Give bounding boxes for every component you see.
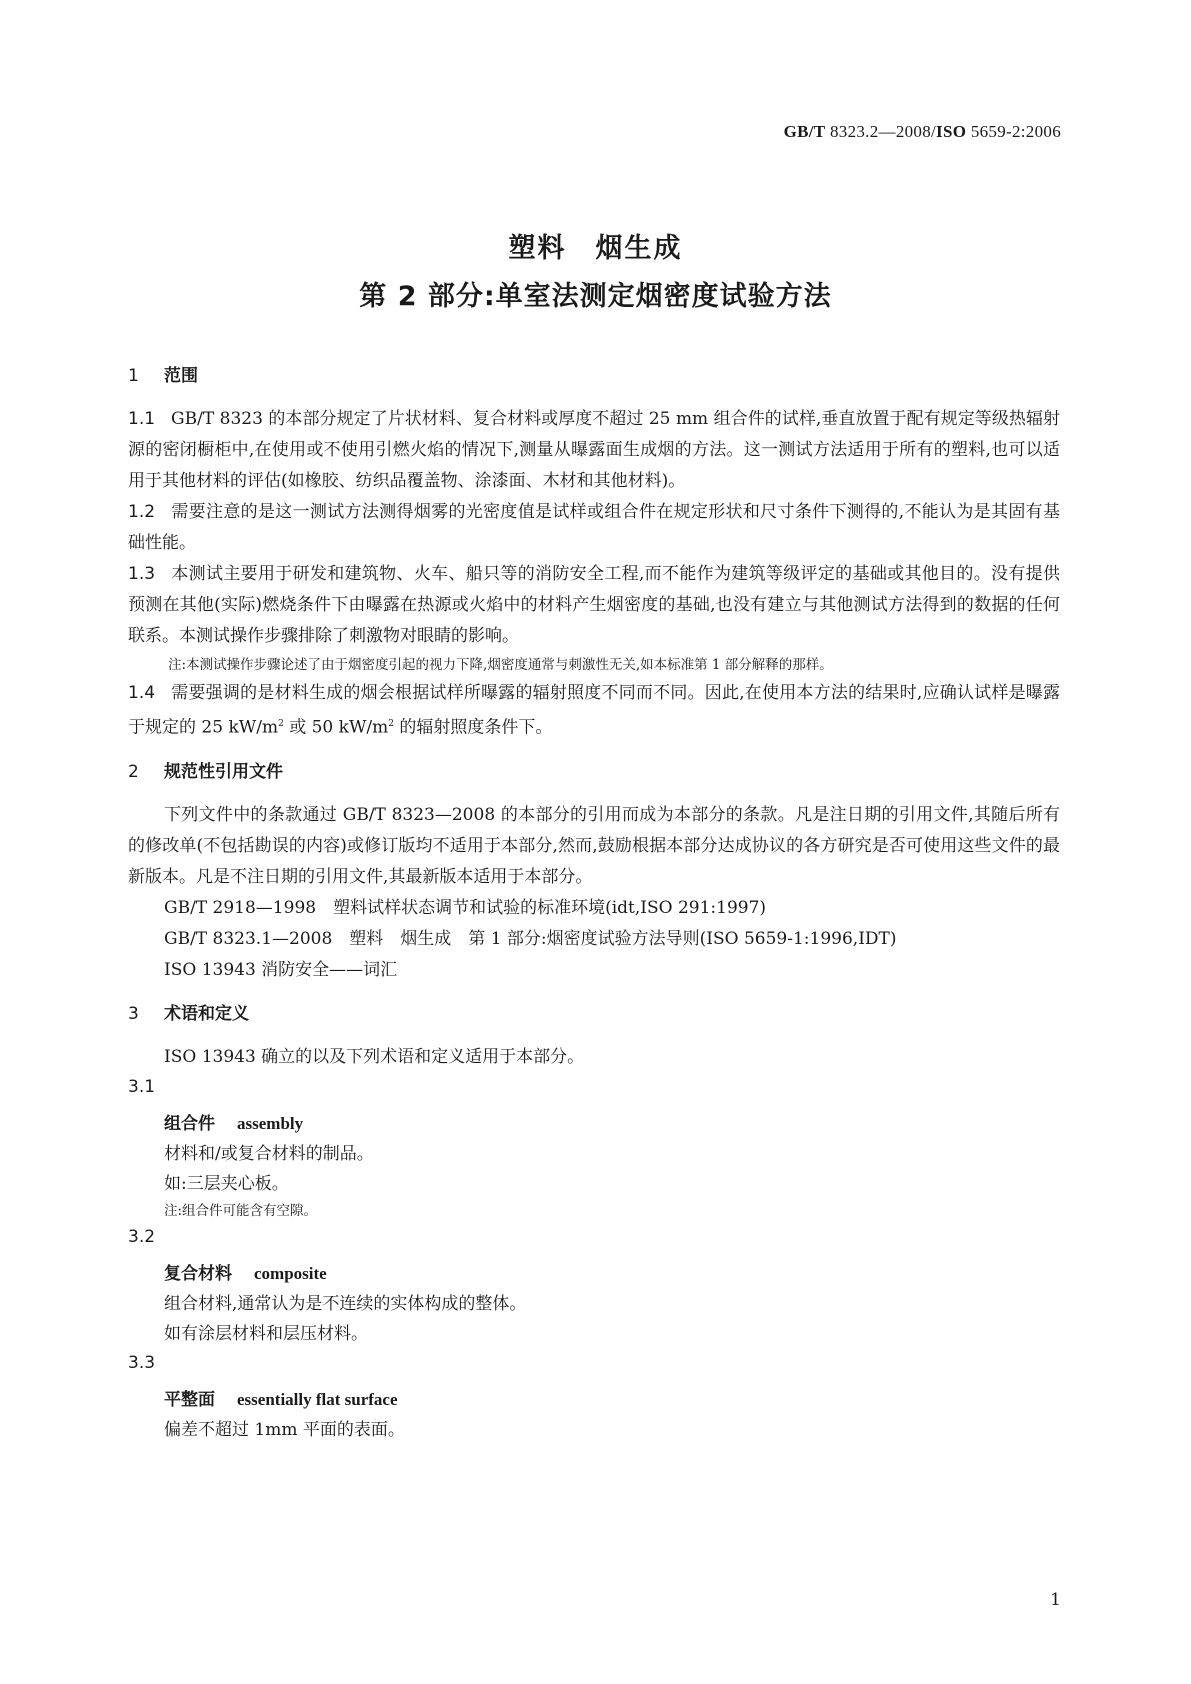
page-number: 1 xyxy=(1050,1590,1061,1610)
standard-number-header xyxy=(784,122,1061,142)
term-heading xyxy=(128,1259,1060,1289)
clause-number: 1.1 xyxy=(128,409,156,429)
reference-item: GB/T 2918—1998 塑料试样状态调节和试验的标准环境(idt,ISO 291:1997) xyxy=(164,897,767,918)
term-definition: 组合材料,通常认为是不连续的实体构成的整体。 xyxy=(164,1293,527,1314)
section-title: 范围 xyxy=(164,366,198,386)
superscript: 2 xyxy=(388,719,394,729)
term-en: essentially flat surface xyxy=(237,1389,398,1409)
term-zh: 复合材料 xyxy=(164,1263,232,1284)
clause-1-2 xyxy=(128,497,1060,559)
terms-intro: ISO 13943 确立的以及下列术语和定义适用于本部分。 xyxy=(164,1046,585,1067)
term-definition: 偏差不超过 1mm 平面的表面。 xyxy=(164,1419,405,1440)
std-prefix: GB/T xyxy=(783,122,826,141)
term-number: 3.2 xyxy=(128,1226,156,1247)
term-number: 3.3 xyxy=(128,1352,156,1373)
term-zh: 平整面 xyxy=(164,1389,215,1410)
section-heading xyxy=(128,1000,1060,1028)
term-zh: 组合件 xyxy=(164,1113,215,1134)
term-heading xyxy=(128,1385,1060,1415)
iso-number: 5659-2:2006 xyxy=(970,122,1061,141)
clause-number: 1.2 xyxy=(128,502,156,522)
term-heading xyxy=(128,1109,1060,1139)
term-en: assembly xyxy=(237,1113,304,1133)
clause-text: 需要强调的是材料生成的烟会根据试样所曝露的辐射照度不同而不同。因此,在使用本方法的结果时,应确认试样是曝露于规定的 25 kW/m xyxy=(128,683,1060,738)
std-number: 8323.2—2008/ xyxy=(829,122,937,141)
iso-prefix: ISO xyxy=(936,122,967,141)
clause-1-4 xyxy=(128,678,1060,744)
clause-text: 的辐射照度条件下。 xyxy=(394,717,553,738)
clause-text: 或 50 kW/m xyxy=(283,717,389,738)
clause-number: 1.3 xyxy=(128,564,156,584)
clause-1-3 xyxy=(128,559,1060,652)
section-title: 规范性引用文件 xyxy=(164,761,283,782)
document-body xyxy=(128,362,1060,1445)
clause-text: 需要注意的是这一测试方法测得烟雾的光密度值是试样或组合件在规定形状和尺寸条件下测得的,不能认为是其固有基础性能。 xyxy=(128,502,1060,553)
superscript: 2 xyxy=(278,719,284,729)
document-title-line2: 第 2 部分:单室法测定烟密度试验方法 xyxy=(359,281,832,312)
term-example: 如:三层夹心板。 xyxy=(164,1173,289,1194)
term-note: 注:组合件可能含有空隙。 xyxy=(164,1202,318,1219)
section-number: 2 xyxy=(128,761,139,782)
section-heading xyxy=(128,758,1060,786)
section-number: 1 xyxy=(128,366,139,386)
normative-references-intro: 下列文件中的条款通过 GB/T 8323—2008 的本部分的引用而成为本部分的条款。凡是注日期的引用文件,其随后所有的修改单(不包括勘误的内容)或修订版均不适用于本部分,然而,鼓励根据本部分达成协议的各方研究是否可使用这些文件的最新版本。凡是不注日期的引用文件,其最新版本适用于本部分。 xyxy=(128,804,1060,887)
term-definition: 材料和/或复合材料的制品。 xyxy=(164,1143,374,1164)
clause-note: 注:本测试操作步骤论述了由于烟密度引起的视力下降,烟密度通常与刺激性无关,如本标准第 1 部分解释的那样。 xyxy=(168,657,833,673)
reference-item: ISO 13943 消防安全——词汇 xyxy=(164,959,398,980)
term-en: composite xyxy=(254,1263,327,1283)
section-heading xyxy=(128,362,1060,390)
document-title-line1: 塑料 烟生成 xyxy=(508,233,683,264)
reference-item: GB/T 8323.1—2008 塑料 烟生成 第 1 部分:烟密度试验方法导则(ISO 5659-1:1996,IDT) xyxy=(164,928,897,949)
clause-text: GB/T 8323 的本部分规定了片状材料、复合材料或厚度不超过 25 mm 组合件的试样,垂直放置于配有规定等级热辐射源的密闭橱柜中,在使用或不使用引燃火焰的情况下,测量从曝露面生成烟的方法。这一测试方法适用于所有的塑料,也可以适用于其他材料的评估(如橡胶、纺织品覆盖物、涂漆面、木材和其他材料)。 xyxy=(128,409,1060,491)
section-number: 3 xyxy=(128,1003,139,1024)
section-title: 术语和定义 xyxy=(164,1003,249,1024)
clause-number: 1.4 xyxy=(128,683,156,703)
term-example: 如有涂层材料和层压材料。 xyxy=(164,1323,368,1344)
clause-text: 本测试主要用于研发和建筑物、火车、船只等的消防安全工程,而不能作为建筑等级评定的基础或其他目的。没有提供预测在其他(实际)燃烧条件下由曝露在热源或火焰中的材料产生烟密度的基础,也没有建立与其他测试方法得到的数据的任何联系。本测试操作步骤排除了刺激物对眼睛的影响。 xyxy=(128,564,1060,646)
clause-1-1 xyxy=(128,404,1060,497)
term-number: 3.1 xyxy=(128,1076,156,1097)
